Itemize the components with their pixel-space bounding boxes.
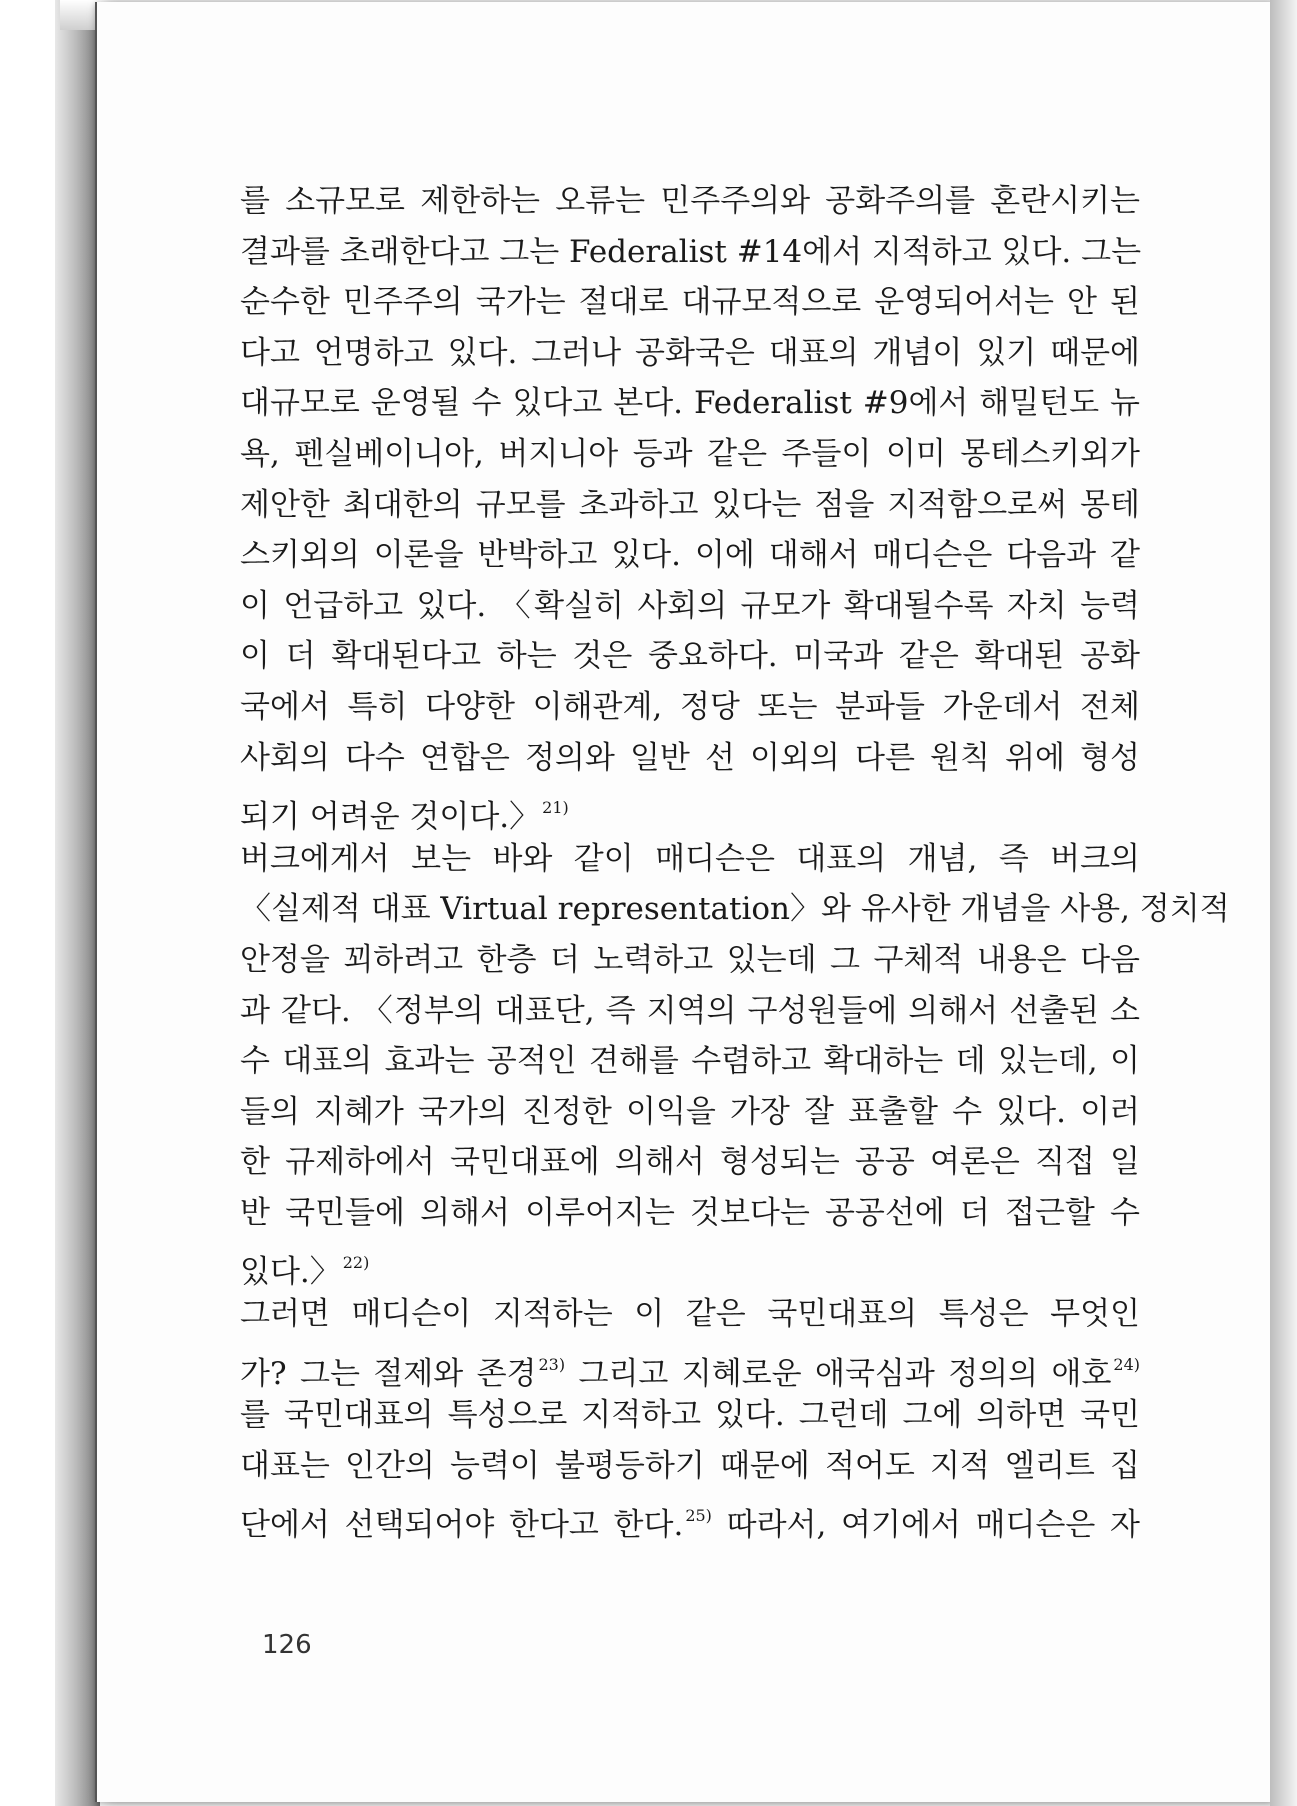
line-text: 스키외의 이론을 반박하고 있다. 이에 대해서 매디슨은 다음과 같 <box>240 537 1140 574</box>
line-text: 욕, 펜실베이니아, 버지니아 등과 같은 주들이 이미 몽테스키외가 <box>240 435 1140 472</box>
footnote-marker: 24) <box>1113 1354 1140 1374</box>
text-line <box>240 530 1140 581</box>
text-line <box>240 277 1140 328</box>
line-text: 이 더 확대된다고 하는 것은 중요하다. 미국과 같은 확대된 공화 <box>240 638 1140 675</box>
line-text: 순수한 민주주의 국가는 절대로 대규모적으로 운영되어서는 안 된 <box>240 284 1140 321</box>
text-line <box>240 935 1140 986</box>
line-text: 안정을 꾀하려고 한층 더 노력하고 있는데 그 구체적 내용은 다음 <box>240 941 1140 978</box>
footnote-marker: 22) <box>342 1253 370 1273</box>
text-line <box>240 176 1140 227</box>
footnote-marker: 25) <box>685 1506 712 1526</box>
line-text: 대규모로 운영될 수 있다고 본다. Federalist #9에서 해밀턴도 뉴 <box>240 385 1140 422</box>
line-text: 그러면 매디슨이 지적하는 이 같은 국민대표의 특성은 무엇인 <box>240 1296 1140 1333</box>
line-text: 과 같다. 〈정부의 대표단, 즉 지역의 구성원들에 의해서 선출된 소 <box>240 992 1140 1029</box>
text-line <box>240 1238 1140 1289</box>
line-text: 가? 그는 절제와 존경 <box>240 1355 537 1392</box>
line-text: 반 국민들에 의해서 이루어지는 것보다는 공공선에 더 접근할 수 <box>240 1194 1140 1231</box>
line-text: 이 언급하고 있다. 〈확실히 사회의 규모가 확대될수록 자치 능력 <box>240 587 1140 624</box>
text-line <box>240 834 1140 885</box>
line-text: 단에서 선택되어야 한다고 한다. <box>240 1507 684 1544</box>
line-text: 그리고 지혜로운 애국심과 정의의 애호 <box>565 1355 1112 1392</box>
footnote-marker: 23) <box>538 1354 566 1374</box>
line-text: 〈실제적 대표 Virtual representation〉와 유사한 개념을 사용, 정치적 <box>240 891 1230 928</box>
text-line <box>240 783 1140 834</box>
text-line <box>240 1137 1140 1188</box>
page-right-shadow <box>1270 0 1297 1806</box>
text-line <box>240 631 1140 682</box>
line-text: 들의 지혜가 국가의 진정한 이익을 가장 잘 표출할 수 있다. 이러 <box>240 1093 1140 1130</box>
text-line <box>240 328 1140 379</box>
text-line <box>240 1087 1140 1138</box>
text-line <box>240 1390 1140 1441</box>
line-text: 제안한 최대한의 규모를 초과하고 있다는 점을 지적함으로써 몽테 <box>240 486 1140 523</box>
text-line <box>240 986 1140 1037</box>
text-line <box>240 884 1230 935</box>
text-line <box>240 1340 1140 1391</box>
text-line <box>240 227 1140 278</box>
line-text: 한 규제하에서 국민대표에 의해서 형성되는 공공 여론은 직접 일 <box>240 1144 1140 1181</box>
text-line <box>240 682 1140 733</box>
text-line <box>240 1289 1140 1340</box>
text-line <box>240 1188 1140 1239</box>
body-text <box>240 176 1230 1544</box>
text-line <box>240 429 1140 480</box>
line-text: 되기 어려운 것이다.〉 <box>240 799 541 836</box>
line-text: 다고 언명하고 있다. 그러나 공화국은 대표의 개념이 있기 때문에 <box>240 334 1140 371</box>
page-number: 126 <box>262 1630 312 1660</box>
line-text: 대표는 인간의 능력이 불평등하기 때문에 적어도 지적 엘리트 집 <box>240 1447 1140 1484</box>
line-text: 를 국민대표의 특성으로 지적하고 있다. 그런데 그에 의하면 국민 <box>240 1397 1140 1434</box>
line-text: 따라서, 여기에서 매디슨은 자 <box>711 1507 1140 1544</box>
line-text: 버크에게서 보는 바와 같이 매디슨은 대표의 개념, 즉 버크의 <box>240 840 1140 877</box>
line-text: 있다.〉 <box>240 1254 341 1291</box>
text-line <box>240 378 1140 429</box>
line-text: 수 대표의 효과는 공적인 견해를 수렴하고 확대하는 데 있는데, 이 <box>240 1043 1140 1080</box>
book-spine-edge <box>55 0 100 1806</box>
text-line <box>240 733 1140 784</box>
text-line <box>240 480 1140 531</box>
line-text: 국에서 특히 다양한 이해관계, 정당 또는 분파들 가운데서 전체 <box>240 688 1140 725</box>
footnote-marker: 21) <box>542 798 569 818</box>
text-line <box>240 1491 1140 1542</box>
line-text: 를 소규모로 제한하는 오류는 민주주의와 공화주의를 혼란시키는 <box>240 183 1140 219</box>
text-line <box>240 1441 1140 1492</box>
text-line <box>240 581 1140 632</box>
line-text: 결과를 초래한다고 그는 Federalist #14에서 지적하고 있다. 그는 <box>240 233 1142 270</box>
text-line <box>240 1036 1140 1087</box>
book-top-edge <box>60 0 100 30</box>
line-text: 사회의 다수 연합은 정의와 일반 선 이외의 다른 원칙 위에 형성 <box>240 739 1140 776</box>
